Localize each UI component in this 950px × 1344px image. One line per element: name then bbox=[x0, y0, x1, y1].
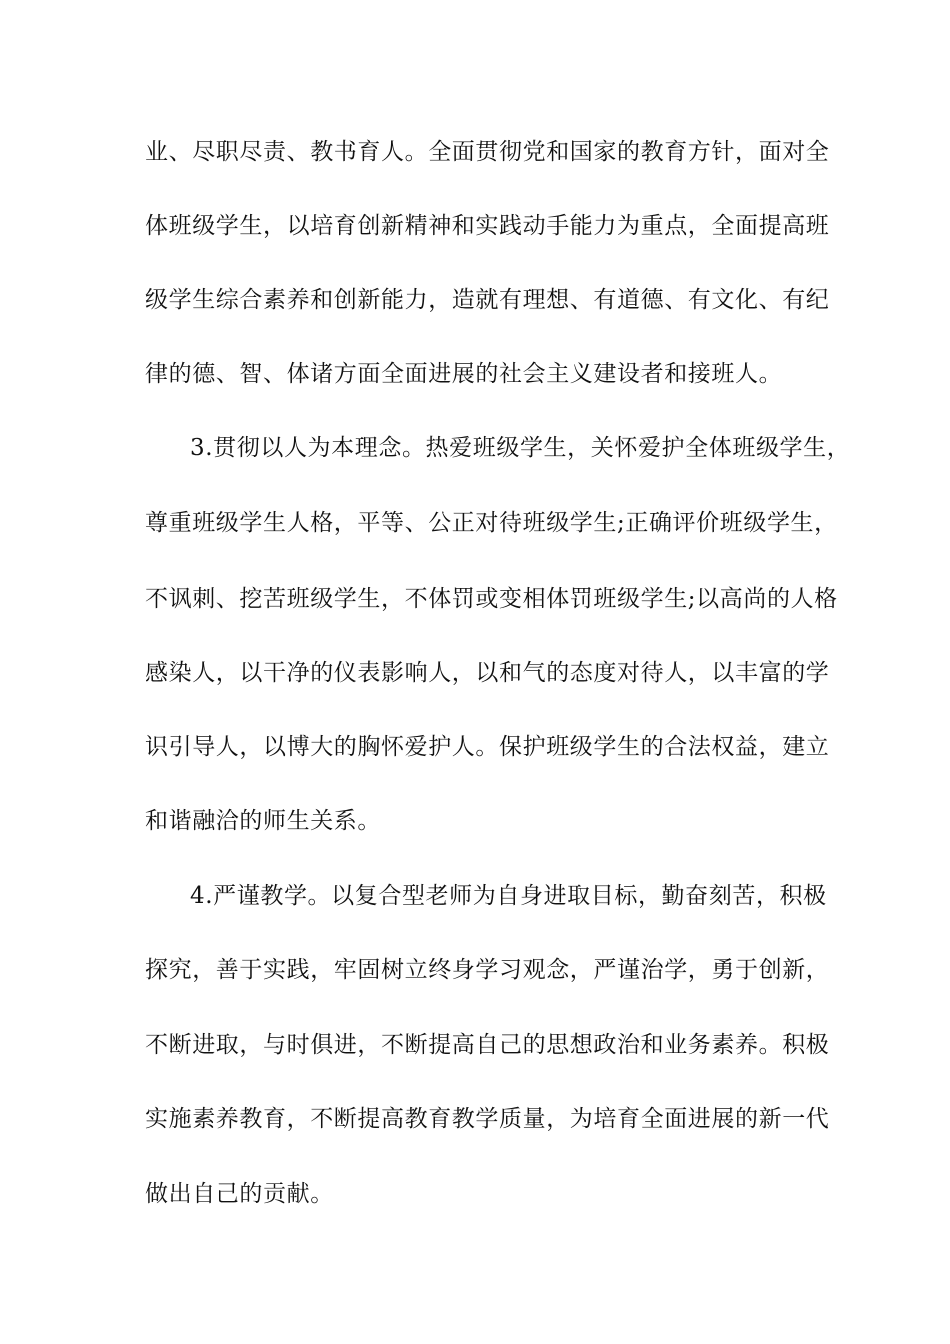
paragraph-line: 不讽刺、挖苦班级学生，不体罚或变相体罚班级学生;以高尚的人格 bbox=[145, 586, 838, 612]
paragraph-line: 4.严谨教学。以复合型老师为自身进取目标，勤奋刻苦，积极 bbox=[190, 883, 827, 909]
paragraph-line: 律的德、智、体诸方面全面进展的社会主义建设者和接班人。 bbox=[145, 361, 783, 387]
paragraph-line: 感染人，以干净的仪表影响人，以和气的态度对待人，以丰富的学 bbox=[145, 660, 830, 686]
paragraph-line: 和谐融洽的师生关系。 bbox=[145, 808, 381, 834]
paragraph-line: 级学生综合素养和创新能力，造就有理想、有道德、有文化、有纪 bbox=[145, 287, 830, 313]
paragraph-line: 做出自己的贡献。 bbox=[145, 1181, 334, 1207]
paragraph-line: 业、尽职尽责、教书育人。全面贯彻党和国家的教育方针，面对全 bbox=[145, 139, 830, 165]
paragraph-line: 探究，善于实践，牢固树立终身学习观念，严谨治学，勇于创新， bbox=[145, 957, 830, 983]
paragraph-line: 体班级学生，以培育创新精神和实践动手能力为重点，全面提高班 bbox=[145, 213, 830, 239]
paragraph-line: 识引导人，以博大的胸怀爱护人。保护班级学生的合法权益，建立 bbox=[145, 734, 830, 760]
paragraph-line: 尊重班级学生人格，平等、公正对待班级学生;正确评价班级学生， bbox=[145, 510, 838, 536]
paragraph-line: 实施素养教育，不断提高教育教学质量，为培育全面进展的新一代 bbox=[145, 1106, 830, 1132]
paragraph-line: 不断进取，与时俱进，不断提高自己的思想政治和业务素养。积极 bbox=[145, 1032, 830, 1058]
paragraph-line: 3.贯彻以人为本理念。热爱班级学生，关怀爱护全体班级学生， bbox=[190, 435, 851, 461]
